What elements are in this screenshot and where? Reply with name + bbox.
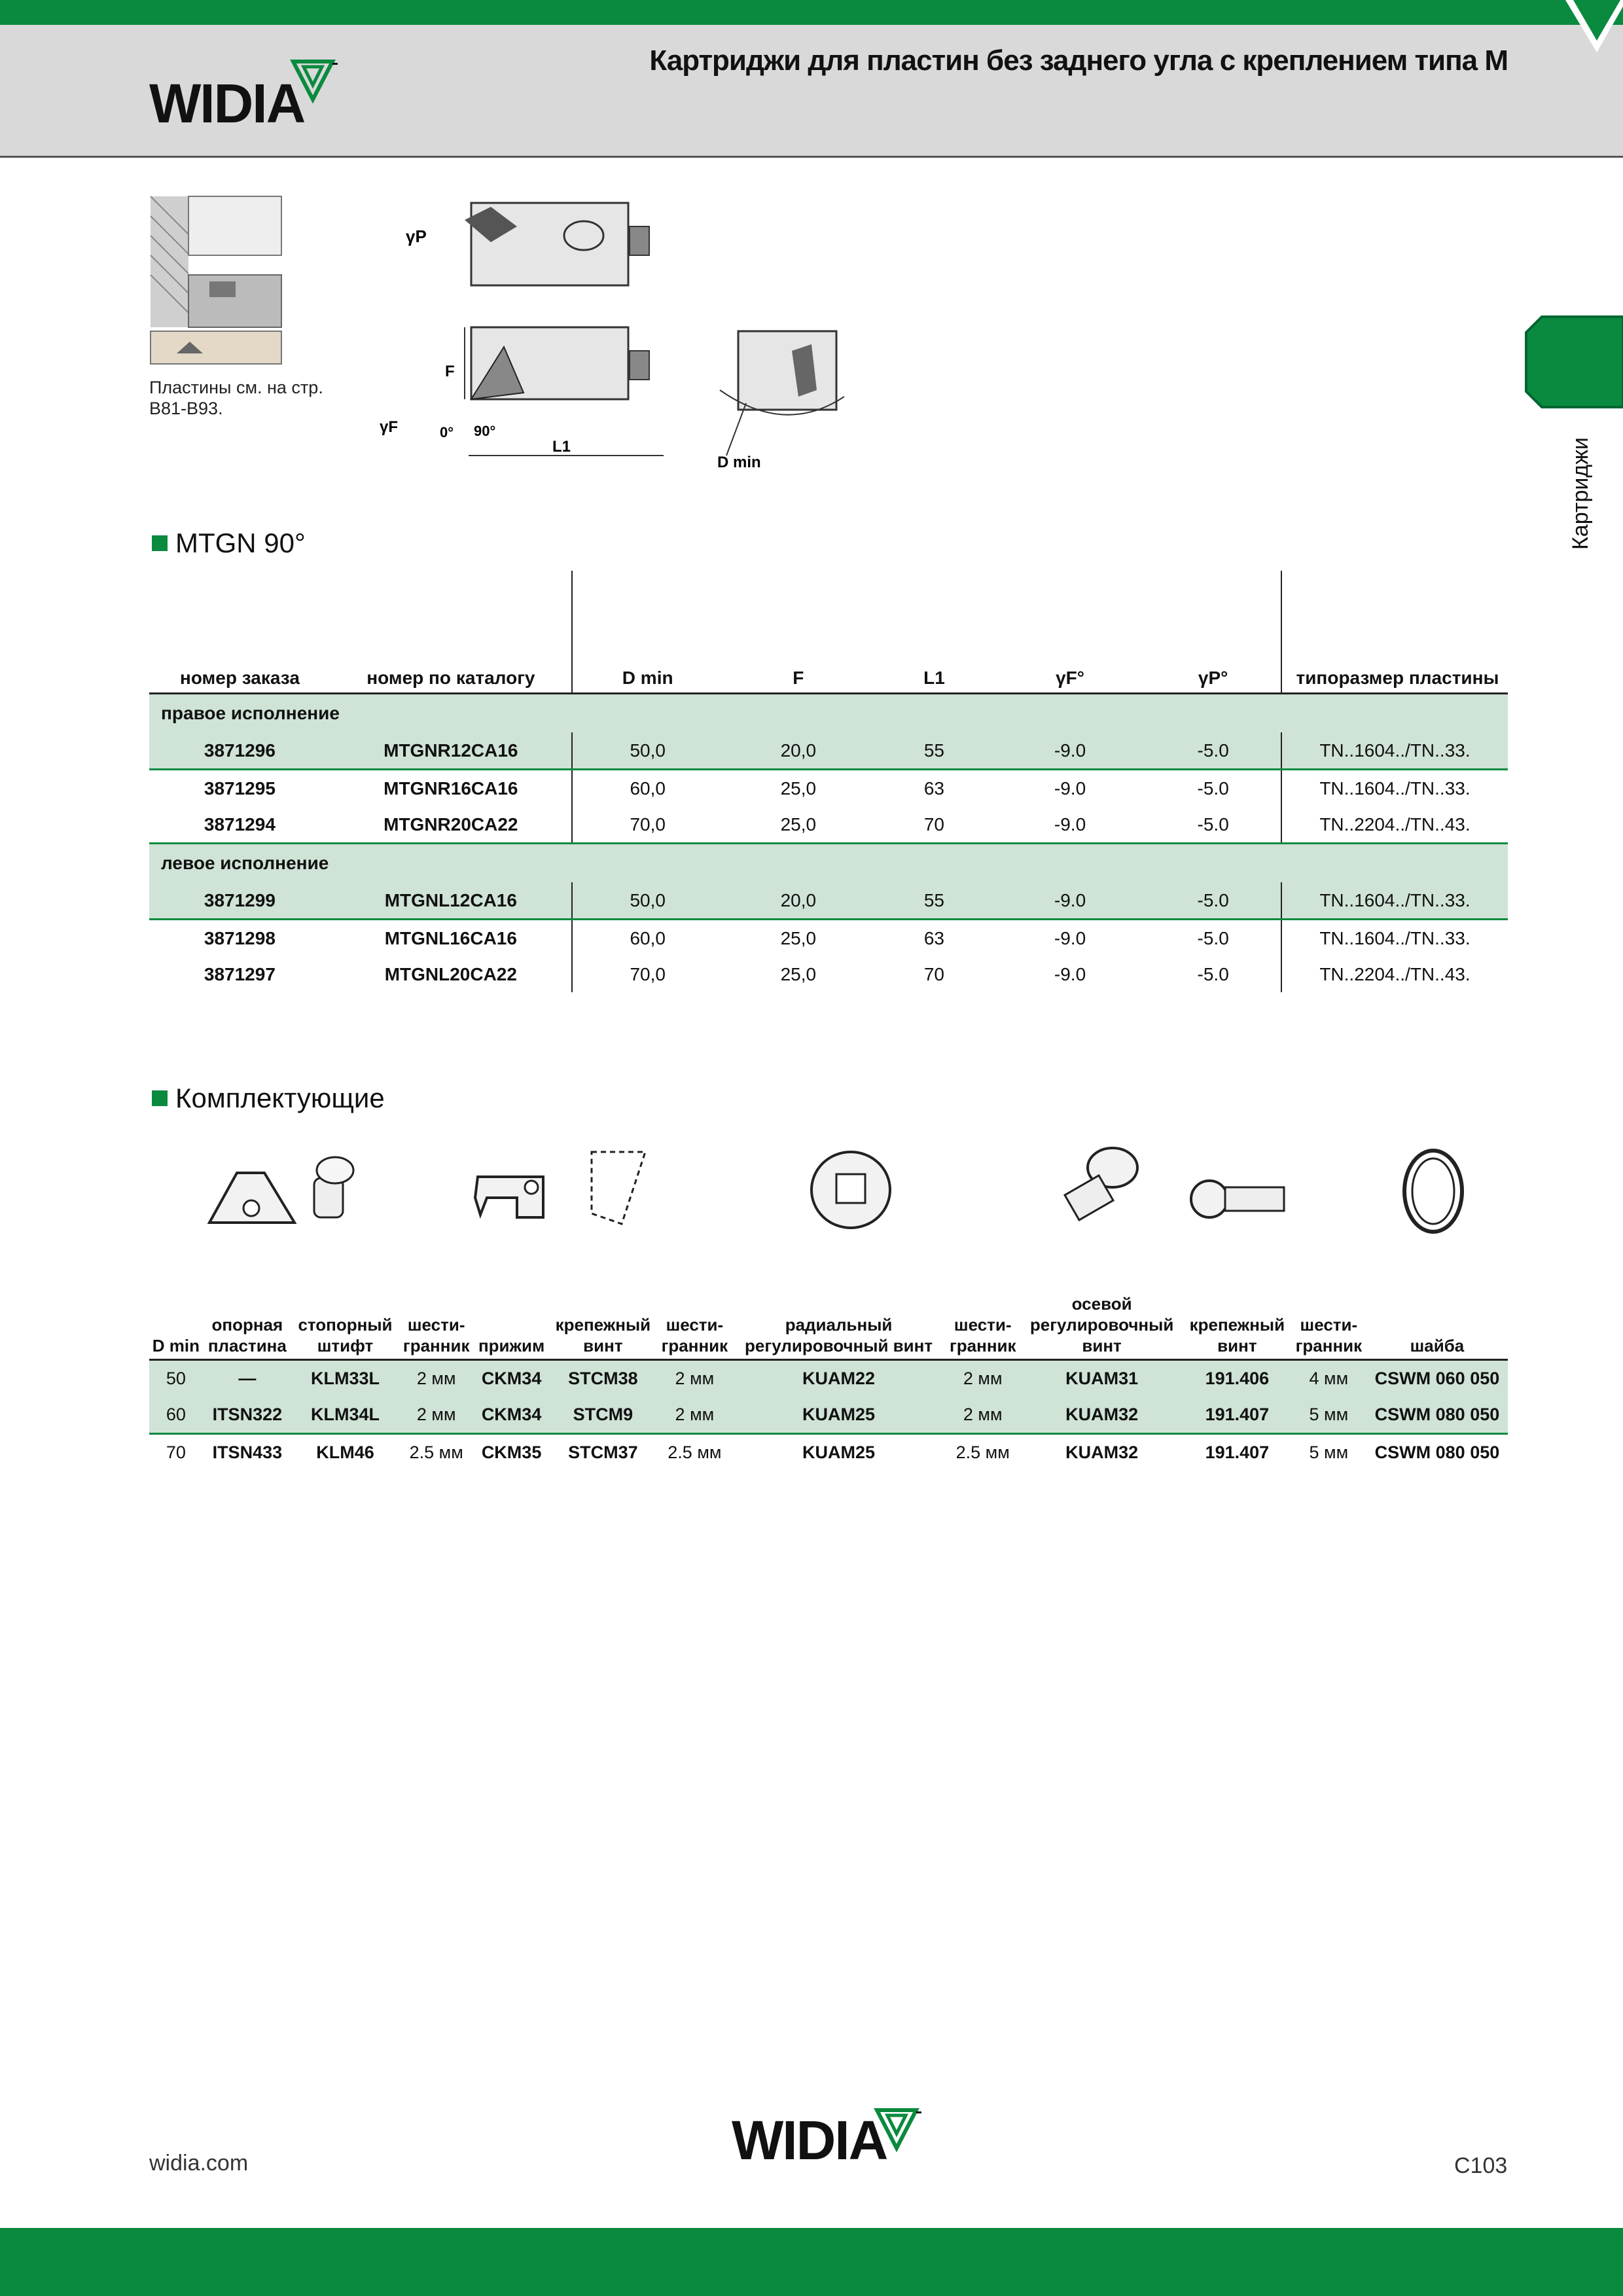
header-line: пластина	[207, 1336, 287, 1355]
column-header: номер заказа	[149, 571, 330, 694]
table-cell: -9.0	[1054, 778, 1086, 798]
table-cell: 2 мм	[945, 1397, 1020, 1434]
table-cell: -9.0	[995, 806, 1146, 844]
table-cell: MTGNL20CA22	[330, 956, 572, 992]
column-header: D min	[572, 571, 723, 694]
column-header	[1366, 1284, 1508, 1360]
column-header	[149, 1284, 203, 1360]
table-cell: KUAM22	[732, 1360, 945, 1397]
table-cell: 191.406	[1183, 1360, 1291, 1397]
table-row	[149, 770, 1508, 807]
table-cell: 3871299	[149, 882, 330, 920]
header-line: шести-	[407, 1315, 465, 1335]
table-cell: KLM34L	[292, 1397, 399, 1434]
header-line: регулировочный	[1029, 1315, 1174, 1335]
table-cell: -5.0	[1145, 770, 1281, 807]
table-cell: TN..1604../TN..33.	[1319, 927, 1471, 948]
table-row	[149, 806, 1508, 844]
table-cell: 2 мм	[657, 1397, 732, 1434]
table-cell: TN..1604../TN..33.	[1281, 882, 1508, 920]
header-line: осевой	[1071, 1294, 1132, 1314]
table-cell: 2.5 мм	[409, 1443, 463, 1462]
table-cell: STCM9	[549, 1397, 657, 1434]
section-title-components: Комплектующие	[152, 1083, 385, 1114]
group-row	[149, 694, 1508, 733]
header-line: стопорный	[298, 1315, 393, 1335]
column-header: γF°	[995, 571, 1146, 694]
table-row	[149, 920, 1508, 957]
group-label: левое исполнение	[149, 844, 1508, 883]
table-row	[149, 732, 1508, 770]
table-cell: 63	[923, 778, 945, 798]
page-header	[0, 25, 1623, 158]
table-cell: MTGNL16CA16	[330, 920, 572, 957]
header-line: винт	[1217, 1336, 1257, 1355]
table-cell: KLM33L	[292, 1360, 399, 1397]
table-cell: ITSN322	[203, 1397, 292, 1434]
column-header	[945, 1284, 1020, 1360]
table-cell: STCM38	[549, 1360, 657, 1397]
table-cell: 50	[149, 1360, 203, 1397]
section-title-mtgn: MTGN 90°	[152, 528, 306, 559]
header-line: гранник	[661, 1336, 728, 1355]
table-cell: 25,0	[723, 806, 874, 844]
table-cell: 60,0	[630, 778, 666, 798]
table-cell: KLM46	[316, 1443, 374, 1462]
column-header	[1183, 1284, 1291, 1360]
table-cell: TN..2204../TN..43.	[1319, 963, 1471, 984]
table-cell: STCM37	[568, 1443, 638, 1462]
table-cell: 70	[166, 1443, 186, 1462]
table-cell: —	[203, 1360, 292, 1397]
group-row	[149, 844, 1508, 883]
column-header	[203, 1284, 292, 1360]
header-line: крепежный	[1189, 1315, 1285, 1335]
table-cell: CSWM 060 050	[1366, 1360, 1508, 1397]
column-header	[1020, 1284, 1183, 1360]
boring-application-diagram	[151, 196, 281, 364]
table-row	[149, 882, 1508, 920]
table-cell: 70,0	[572, 806, 723, 844]
side-tab-marker	[1522, 313, 1623, 411]
bottom-green-bar	[0, 2228, 1623, 2296]
table-cell: 3871294	[149, 806, 330, 844]
table-cell: 3871295	[204, 778, 276, 798]
svg-text:γF: γF	[380, 418, 399, 436]
table-cell: KUAM31	[1020, 1360, 1183, 1397]
column-header	[292, 1284, 399, 1360]
column-header: L1	[874, 571, 995, 694]
group-label: правое исполнение	[149, 694, 1508, 733]
header-line: штифт	[317, 1336, 374, 1355]
table-cell: TN..2204../TN..43.	[1281, 806, 1508, 844]
table-cell: 55	[874, 882, 995, 920]
svg-text:γP: γP	[406, 226, 427, 246]
column-header	[732, 1284, 945, 1360]
column-header: F	[723, 571, 874, 694]
table-row	[149, 1360, 1508, 1397]
header-line: гранник	[1295, 1336, 1363, 1355]
header-line: винт	[583, 1336, 623, 1355]
svg-text:L1: L1	[552, 438, 571, 456]
header-line: шести-	[666, 1315, 724, 1335]
insert-reference-note: Пластины см. на стр. B81-B93.	[149, 378, 323, 418]
svg-text:90°: 90°	[474, 423, 496, 439]
header-line: гранник	[402, 1336, 470, 1355]
table-cell: CKM35	[481, 1443, 542, 1462]
svg-text:F: F	[445, 363, 455, 380]
table-cell: 60,0	[630, 927, 666, 948]
table-cell: 3871296	[149, 732, 330, 770]
column-header	[399, 1284, 474, 1360]
table-row	[149, 1397, 1508, 1434]
table-cell: 2 мм	[657, 1360, 732, 1397]
header-line: гранник	[949, 1336, 1016, 1355]
table-cell: CSWM 080 050	[1366, 1397, 1508, 1434]
svg-text:0°: 0°	[440, 424, 454, 440]
header-line: прижим	[478, 1336, 545, 1355]
table-cell: 2 мм	[399, 1360, 474, 1397]
table-cell: 50,0	[572, 732, 723, 770]
table-cell: 191.407	[1183, 1397, 1291, 1434]
table-cell: -5.0	[1145, 956, 1281, 992]
header-line: D min	[152, 1336, 200, 1355]
components-table	[149, 1284, 1508, 1471]
column-header	[657, 1284, 732, 1360]
table-cell: 2.5 мм	[955, 1443, 1010, 1462]
table-cell: CKM34	[474, 1360, 549, 1397]
column-header: типоразмер пластины	[1281, 571, 1508, 694]
header-line: крепежный	[555, 1315, 651, 1335]
footer-widia-triangle-icon	[876, 2108, 923, 2151]
table-cell: 25,0	[780, 963, 817, 984]
column-header: γP°	[1145, 571, 1281, 694]
page-title: Картриджи для пластин без заднего угла с креплением типа M	[649, 45, 1508, 77]
table-cell: CKM34	[474, 1397, 549, 1434]
table-cell: 50,0	[572, 882, 723, 920]
table-cell: 25,0	[780, 927, 817, 948]
table-cell: 70	[874, 806, 995, 844]
footer-website[interactable]: widia.com	[149, 2151, 249, 2176]
column-header	[1291, 1284, 1366, 1360]
table-cell: -9.0	[995, 882, 1146, 920]
table-cell: -9.0	[1054, 963, 1086, 984]
svg-text:D min: D min	[717, 454, 761, 471]
table-cell: -5.0	[1145, 920, 1281, 957]
table-cell: 55	[874, 732, 995, 770]
component-images-row	[196, 1139, 1479, 1244]
table-cell: 25,0	[780, 778, 817, 798]
table-cell: MTGNR20CA22	[330, 806, 572, 844]
table-cell: 3871298	[204, 927, 276, 948]
table-cell: -5.0	[1145, 732, 1281, 770]
table-cell: 70,0	[630, 963, 666, 984]
cartridge-table	[149, 571, 1508, 992]
footer-widia-logo: WIDIA	[732, 2109, 887, 2171]
header-line: радиальный	[785, 1315, 893, 1335]
table-cell: 3871297	[204, 963, 276, 984]
cartridge-top-view-diagram	[380, 196, 681, 471]
table-cell: KUAM25	[802, 1443, 876, 1462]
table-cell: KUAM32	[1065, 1443, 1139, 1462]
table-cell: 4 мм	[1291, 1360, 1366, 1397]
table-cell: MTGNR16CA16	[330, 770, 572, 807]
table-cell: 20,0	[723, 882, 874, 920]
column-header	[474, 1284, 549, 1360]
table-cell: 2 мм	[945, 1360, 1020, 1397]
table-cell: 60	[149, 1397, 203, 1434]
table-cell: MTGNR12CA16	[330, 732, 572, 770]
widia-logo: WIDIA	[149, 73, 305, 134]
side-tab-label: Картриджи	[1568, 437, 1593, 550]
table-cell: 70	[923, 963, 945, 984]
table-cell: 20,0	[723, 732, 874, 770]
table-cell: 2 мм	[399, 1397, 474, 1434]
column-header	[549, 1284, 657, 1360]
table-cell: 2.5 мм	[668, 1443, 722, 1462]
table-row	[149, 1434, 1508, 1471]
header-line: регулировочный винт	[745, 1336, 933, 1355]
column-header: номер по каталогу	[330, 571, 572, 694]
table-cell: 5 мм	[1291, 1397, 1366, 1434]
table-cell: CSWM 080 050	[1374, 1443, 1500, 1462]
page-number: C103	[1454, 2153, 1508, 2178]
table-cell: MTGNL12CA16	[330, 882, 572, 920]
header-line: шайба	[1410, 1336, 1465, 1355]
corner-marker-icon	[1492, 0, 1623, 59]
table-cell: KUAM25	[732, 1397, 945, 1434]
table-cell: KUAM32	[1020, 1397, 1183, 1434]
table-cell: -9.0	[995, 732, 1146, 770]
table-cell: ITSN433	[212, 1443, 283, 1462]
table-cell: TN..1604../TN..33.	[1281, 732, 1508, 770]
widia-triangle-icon	[292, 59, 339, 102]
table-row	[149, 956, 1508, 992]
header-line: винт	[1082, 1336, 1122, 1355]
cartridge-side-view-diagram	[707, 325, 864, 475]
table-cell: 191.407	[1205, 1443, 1270, 1462]
top-green-bar	[0, 0, 1623, 25]
table-cell: -5.0	[1145, 882, 1281, 920]
table-cell: -9.0	[1054, 927, 1086, 948]
header-line: шести-	[1300, 1315, 1358, 1335]
table-cell: 63	[923, 927, 945, 948]
header-line: опорная	[211, 1315, 283, 1335]
table-cell: 5 мм	[1309, 1443, 1349, 1462]
header-line: шести-	[954, 1315, 1012, 1335]
table-cell: TN..1604../TN..33.	[1319, 778, 1471, 798]
table-cell: -5.0	[1145, 806, 1281, 844]
